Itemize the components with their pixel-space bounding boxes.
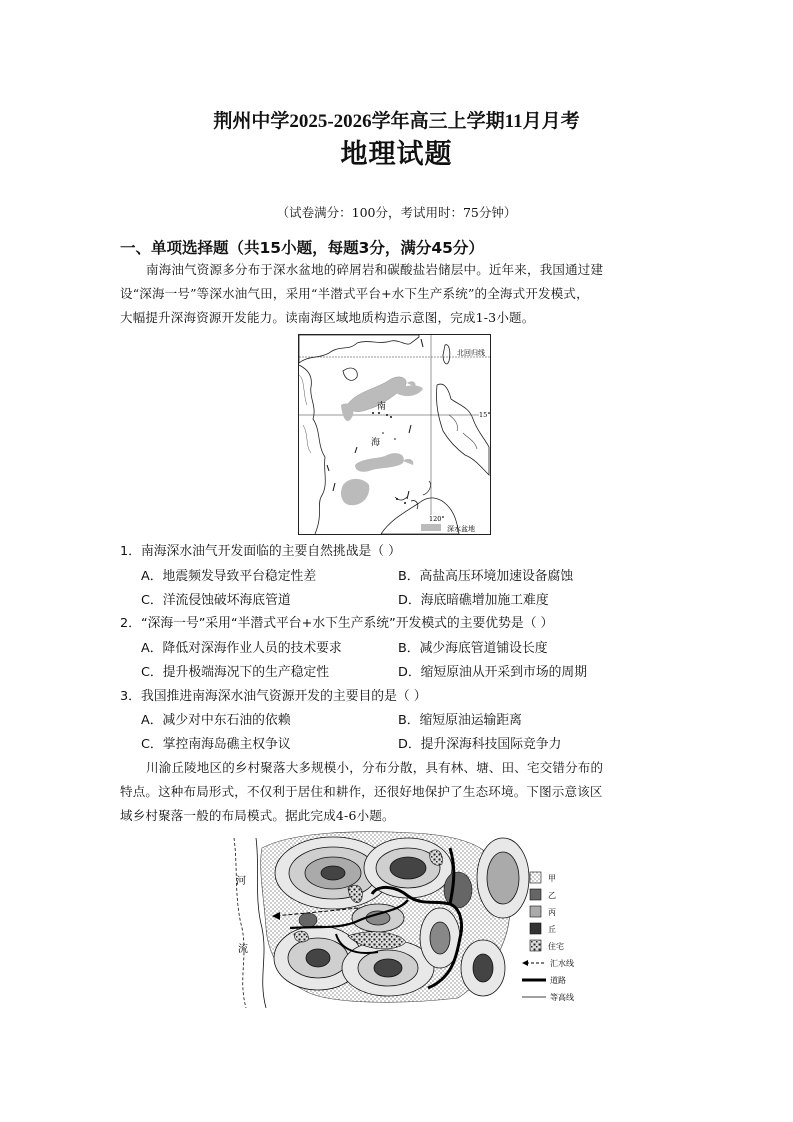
river-label-liu: 流	[238, 944, 248, 955]
question-3-stem: 3．我国推进南海深水油气资源开发的主要目的是（ ）	[120, 689, 427, 704]
legend-bing-label: 丙	[548, 908, 556, 917]
village-layout-diagram	[228, 828, 588, 1008]
exam-title-subject: 地理试题	[340, 139, 453, 170]
legend-jia-swatch	[530, 872, 541, 883]
passage2-line1: 川渝丘陵地区的乡村聚落大多规模小，分布分散，具有林、塘、田、宅交错分布的	[146, 760, 604, 775]
passage1-line3: 大幅提升深海资源开发能力。读南海区域地质构造示意图，完成1-3小题。	[120, 310, 535, 325]
legend-qiu-label: 丘	[548, 925, 556, 934]
sea-label-nan: 南	[377, 402, 387, 412]
section-heading: 一、单项选择题（共15小题，每题3分，满分45分）	[120, 239, 484, 257]
passage2-line3: 域乡村聚落一般的布局模式。据此完成4-6小题。	[120, 808, 395, 823]
lat15-label: 15°	[479, 411, 490, 419]
legend-bing-swatch	[530, 906, 541, 917]
legend-house-swatch	[530, 940, 541, 951]
question-2-option-c[interactable]: C．提升极端海况下的生产稳定性	[141, 665, 330, 680]
legend-road-label: 道路	[550, 976, 566, 985]
question-1-option-b[interactable]: B．高盐高压环境加速设备腐蚀	[398, 569, 574, 584]
question-1-option-c[interactable]: C．洋流侵蚀破坏海底管道	[141, 593, 291, 608]
lon120-label: 120°	[429, 515, 445, 523]
question-1-option-a[interactable]: A．地震频发导致平台稳定性差	[141, 569, 317, 584]
river-label-he: 河	[236, 876, 246, 887]
passage2-line2: 特点。这种布局形式，不仅利于居住和耕作，还很好地保护了生态环境。下图示意该区	[120, 784, 603, 799]
legend-basin-label: 深水盆地	[447, 525, 475, 533]
legend-house-label: 住宅	[548, 942, 564, 951]
passage1-line2: 设“深海一号”等深水油气田，采用“半潜式平台+水下生产系统”的全海式开发模式，	[120, 286, 589, 301]
question-1-option-d[interactable]: D．海底暗礁增加施工难度	[398, 593, 549, 608]
question-3-option-a[interactable]: A．减少对中东石油的依赖	[141, 713, 291, 728]
exam-info: （试卷满分：100分，考试用时：75分钟）	[276, 205, 517, 220]
question-2-stem: 2．“深海一号”采用“半潜式平台+水下生产系统”开发模式的主要优势是（ ）	[120, 616, 554, 631]
legend-yi-label: 乙	[548, 891, 556, 900]
question-2-option-a[interactable]: A．降低对深海作业人员的技术要求	[141, 641, 342, 656]
legend-contour-label: 等高线	[550, 993, 574, 1002]
legend-drainage-label: 汇水线	[550, 959, 574, 968]
question-3-option-d[interactable]: D．提升深海科技国际竞争力	[398, 737, 562, 752]
legend-yi-swatch	[530, 889, 541, 900]
question-1-stem: 1．南海深水油气开发面临的主要自然挑战是（ ）	[120, 544, 401, 559]
exam-title-line1: 荆州中学2025-2026学年高三上学期11月月考	[213, 111, 580, 132]
legend-qiu-swatch	[530, 923, 541, 934]
question-2-option-b[interactable]: B．减少海底管道铺设长度	[398, 641, 548, 656]
question-3-option-b[interactable]: B．缩短原油运输距离	[398, 713, 522, 728]
legend-jia-label: 甲	[548, 874, 556, 883]
tropic-label: 北回归线	[457, 349, 485, 357]
question-3-option-c[interactable]: C．掌控南海岛礁主权争议	[141, 737, 291, 752]
south-china-sea-map	[298, 334, 491, 535]
question-2-option-d[interactable]: D．缩短原油从开采到市场的周期	[398, 665, 588, 680]
passage1-line1: 南海油气资源多分布于深水盆地的碎屑岩和碳酸盐岩储层中。近年来，我国通过建	[146, 262, 604, 277]
legend-basin-swatch	[421, 524, 441, 531]
sea-label-hai: 海	[371, 438, 381, 448]
